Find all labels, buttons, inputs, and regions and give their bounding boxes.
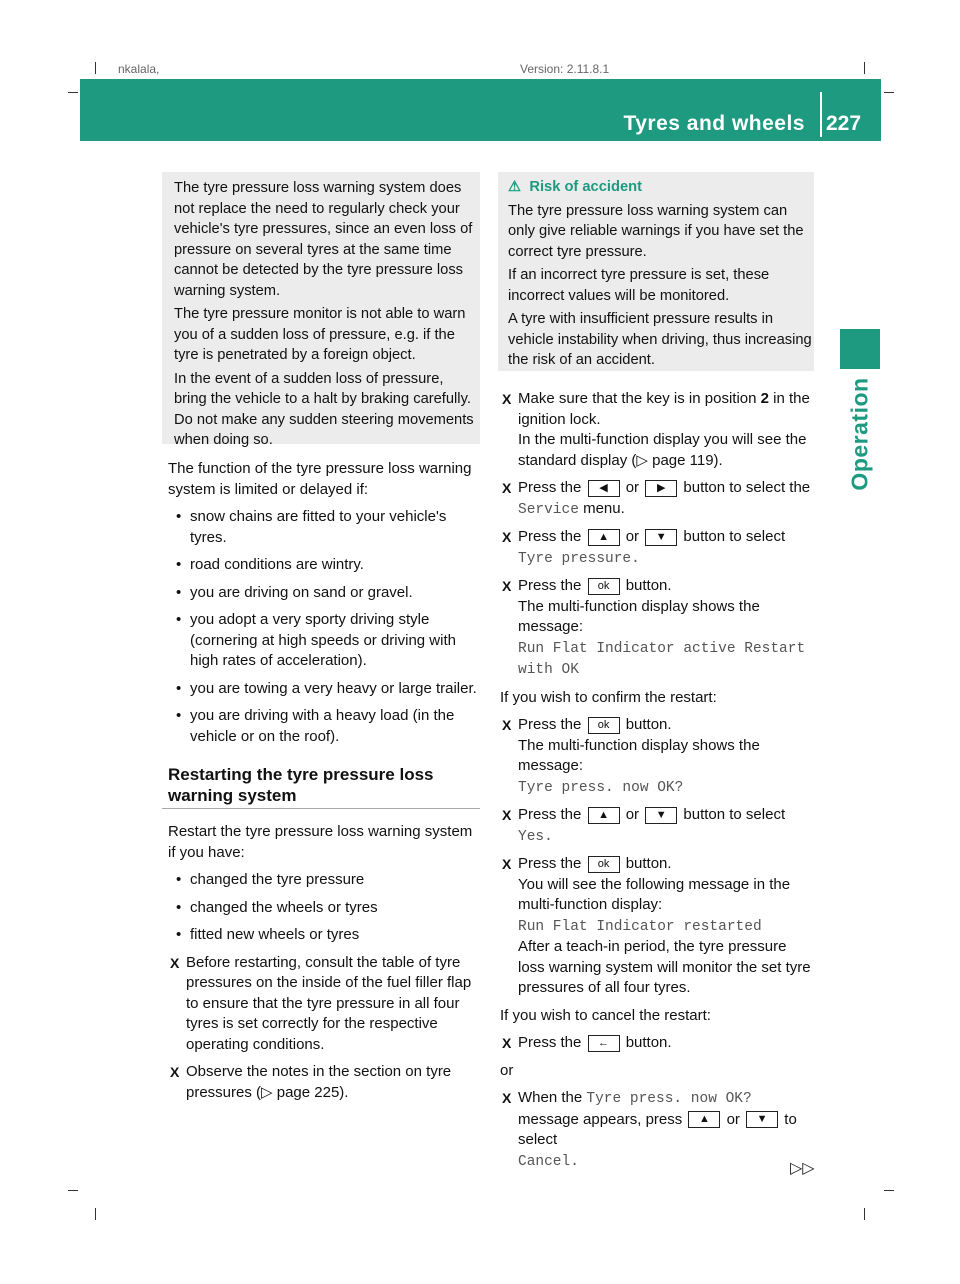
warning-box bbox=[498, 172, 814, 371]
meta-fragment-left: nkalala, bbox=[118, 62, 160, 76]
instruction-step bbox=[168, 953, 480, 1056]
crop-mark bbox=[864, 1208, 865, 1220]
instruction-step: X Press the ok button. The multi-function display shows the message: Run Flat Indicator active Restart with OK bbox=[502, 577, 806, 678]
up-arrow-key-icon: ▲ bbox=[688, 1111, 720, 1128]
instruction-step: X Make sure that the key is in position 2 in the ignition lock. In the multi-function display you will see the standard display (▷ page 119). bbox=[502, 390, 810, 469]
page-number: 227 bbox=[826, 112, 862, 135]
up-arrow-key-icon: ▲ bbox=[588, 529, 620, 546]
step-marker-icon: X bbox=[502, 578, 512, 594]
step-marker-icon: X bbox=[502, 1035, 512, 1051]
crop-mark bbox=[95, 1208, 96, 1220]
list-item: • you are driving on sand or gravel. bbox=[168, 583, 480, 604]
down-arrow-key-icon: ▼ bbox=[746, 1111, 778, 1128]
side-tab-label: Operation bbox=[846, 377, 873, 491]
page-title: Tyres and wheels bbox=[623, 112, 805, 135]
note-paragraph: In the event of a sudden loss of pressure, bring the vehicle to a halt by braking carefully. Do not make any sudden steering movements when doing so. bbox=[174, 370, 474, 448]
list-item: • road conditions are wintry. bbox=[168, 555, 480, 576]
crop-mark bbox=[68, 92, 78, 93]
crop-mark bbox=[864, 62, 865, 74]
instruction-step: X When the Tyre press. now OK? message appears, press ▲ or ▼ to select Cancel. bbox=[502, 1089, 797, 1170]
left-arrow-key-icon: ◀ bbox=[588, 480, 620, 497]
list-item: • you are driving with a heavy load (in the vehicle or on the roof). bbox=[168, 706, 480, 747]
instruction-step: X Press the ▲ or ▼ button to select Tyre pressure. bbox=[502, 528, 786, 567]
body-text: Restart the tyre pressure loss warning system if you have: bbox=[168, 823, 473, 861]
step-marker-icon: X bbox=[502, 480, 512, 496]
step-marker-icon: X bbox=[502, 807, 512, 823]
body-text: If you wish to confirm the restart: bbox=[500, 688, 717, 706]
body-text: If you wish to cancel the restart: bbox=[500, 1006, 711, 1024]
crop-mark bbox=[68, 1190, 78, 1191]
meta-fragment-right: Version: 2.11.8.1 bbox=[520, 62, 610, 76]
warning-title bbox=[498, 177, 814, 198]
header-divider bbox=[820, 92, 822, 137]
warning-triangle-icon: ⚠ bbox=[508, 179, 530, 195]
note-paragraph: The tyre pressure monitor is not able to warn you of a sudden loss of pressure, e.g. if the tyre is penetrated by a foreign object. bbox=[174, 306, 466, 363]
list-item: • fitted new wheels or tyres bbox=[168, 925, 480, 946]
down-arrow-key-icon: ▼ bbox=[645, 807, 677, 824]
crop-mark bbox=[884, 1190, 894, 1191]
warning-title-text: Risk of accident bbox=[529, 179, 642, 195]
instruction-step: X Press the ◀ or ▶ button to select the Service menu. bbox=[502, 479, 811, 518]
back-key-icon: ← bbox=[588, 1035, 620, 1052]
up-arrow-key-icon: ▲ bbox=[588, 807, 620, 824]
list-item: • changed the wheels or tyres bbox=[168, 898, 480, 919]
step-text: Before restarting, consult the table of tyre pressures on the inside of the fuel filler flap to ensure that the tyre pressure in all four tyres is set correctly for the respective operating conditions. bbox=[186, 953, 472, 1053]
list-item: • changed the tyre pressure bbox=[168, 870, 480, 891]
body-text: or bbox=[500, 1061, 514, 1079]
crop-mark bbox=[95, 62, 96, 74]
ok-key-icon: ok bbox=[588, 578, 620, 595]
step-marker-icon: X bbox=[502, 717, 512, 733]
crop-mark bbox=[884, 92, 894, 93]
step-marker-icon: X bbox=[502, 391, 512, 407]
right-column bbox=[500, 389, 816, 1172]
down-arrow-key-icon: ▼ bbox=[645, 529, 677, 546]
left-column-lower bbox=[168, 822, 480, 1103]
list-item: • you are towing a very heavy or large trailer. bbox=[168, 679, 480, 700]
step-marker-icon: X bbox=[502, 529, 512, 545]
warning-paragraph: If an incorrect tyre pressure is set, these incorrect values will be monitored. bbox=[508, 267, 770, 304]
instruction-step: X Press the ← button. bbox=[500, 1033, 816, 1054]
instruction-step: X Press the ▲ or ▼ button to select Yes. bbox=[502, 806, 786, 845]
side-tab-block bbox=[840, 329, 880, 369]
warning-paragraph: The tyre pressure loss warning system can only give reliable warnings if you have set the correct tyre pressure. bbox=[508, 202, 804, 260]
step-marker-icon: X bbox=[502, 1090, 512, 1106]
instruction-step bbox=[168, 1062, 480, 1103]
list-item: • you adopt a very sporty driving style (cornering at high speeds or driving with high rates of acceleration). bbox=[168, 610, 480, 672]
step-marker-icon: X bbox=[170, 1064, 180, 1080]
section-heading: Restarting the tyre pressure loss warning system bbox=[168, 765, 434, 805]
warning-paragraph: A tyre with insufficient pressure results in vehicle instability when driving, thus increasing the risk of an accident. bbox=[508, 311, 812, 368]
body-text: The function of the tyre pressure loss warning system is limited or delayed if: bbox=[168, 460, 472, 498]
instruction-step: X Press the ok button. The multi-function display shows the message: Tyre press. now OK? bbox=[502, 716, 760, 796]
right-arrow-key-icon: ▶ bbox=[645, 480, 677, 497]
heading-rule bbox=[162, 808, 480, 809]
note-box bbox=[162, 172, 480, 448]
list-item: • snow chains are fitted to your vehicle's tyres. bbox=[168, 507, 480, 548]
step-marker-icon: X bbox=[170, 954, 180, 971]
note-paragraph: The tyre pressure loss warning system does not replace the need to regularly check your vehicle's tyre pressures, since an even loss of pressure on several tyres at the same time cannot be detected by the tyre pressure loss warning system. bbox=[174, 180, 473, 299]
instruction-step: X Press the ok button. You will see the following message in the multi-function display: Run Flat Indicator restarted After a teach-in period, the tyre pressure loss warning system will monitor the set tyre pressures of all four tyres. bbox=[502, 855, 811, 996]
step-text: Observe the notes in the section on tyre pressures (▷ page 225). bbox=[186, 1063, 452, 1101]
continued-arrows-icon: ▷▷ bbox=[790, 1160, 815, 1177]
ok-key-icon: ok bbox=[588, 717, 620, 734]
step-marker-icon: X bbox=[502, 856, 512, 872]
left-column bbox=[168, 459, 480, 806]
ok-key-icon: ok bbox=[588, 856, 620, 873]
